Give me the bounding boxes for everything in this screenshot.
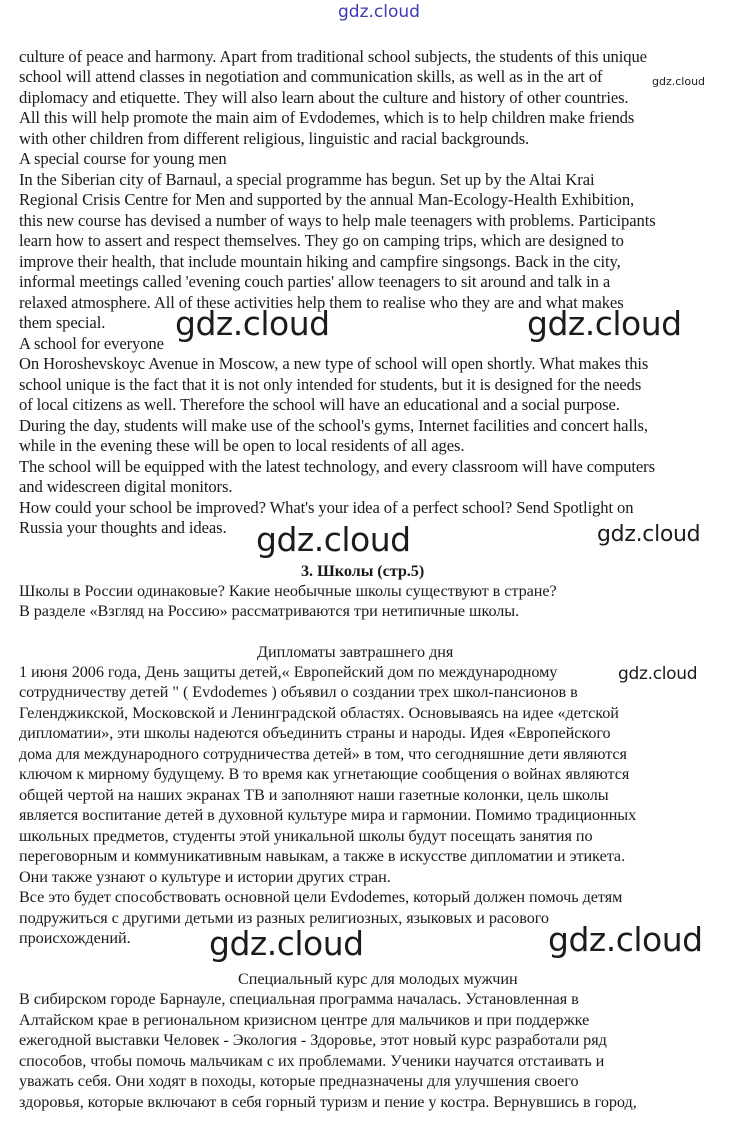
text-line: 1 июня 2006 года, День защиты детей,« Европейский дом по международному (19, 663, 558, 681)
watermark: gdz.cloud (597, 522, 701, 547)
text-line: школьных предметов, студенты этой уникальной школы будут посещать занятия по (19, 827, 593, 845)
text-line: with other children from different religious, linguistic and racial backgrounds. (19, 129, 530, 148)
section-title-en: A special course for young men (19, 149, 227, 168)
text-line: Геленджикской, Московской и Ленинградской областях. Основываясь на идее «детской (19, 704, 619, 722)
text-line: relaxed atmosphere. All of these activities help them to realise who they are and what makes (19, 293, 624, 312)
text-line: общей чертой на наших экранах ТВ и заполняют наши газетные колонки, цель школы (19, 786, 609, 804)
text-line: подружиться с другими детьми из разных религиозных, языковых и расового (19, 909, 549, 927)
text-line: them special. (19, 313, 106, 332)
section-heading-ru: 3. Школы (стр.5) (301, 562, 425, 580)
text-line: В разделе «Взгляд на Россию» рассматриваются три нетипичные школы. (19, 602, 520, 620)
text-line: How could your school be improved? What's your idea of a perfect school? Send Spotlight on (19, 498, 634, 517)
watermark: gdz.cloud (175, 304, 330, 343)
text-line: здоровья, которые включают в себя горный туризм и пение у костра. Вернувшись в город, (19, 1093, 637, 1111)
text-line: Regional Crisis Centre for Men and supported by the annual Man-Ecology-Health Exhibition, (19, 190, 635, 209)
text-line: In the Siberian city of Barnaul, a special programme has begun. Set up by the Altai Krai (19, 170, 595, 189)
subheading-ru: Специальный курс для молодых мужчин (238, 970, 518, 988)
text-line: informal meetings called 'evening couch parties' allow teenagers to sit around and talk in a (19, 272, 611, 291)
text-line: способов, чтобы помочь мальчикам с их проблемами. Ученики научатся отстаивать и (19, 1052, 605, 1070)
section-title-en: A school for everyone (19, 334, 164, 353)
text-line: В сибирском городе Барнауле, специальная программа началась. Установленная в (19, 990, 579, 1008)
text-line: ключом к мирному будущему. В то время как угнетающие сообщения о войнах являются (19, 765, 630, 783)
watermark-top: gdz.cloud (338, 2, 420, 22)
text-line: дипломатии», эти школы надеются объединить страны и народы. Идея «Европейского (19, 724, 611, 742)
text-line: All this will help promote the main aim of Evdodemes, which is to help children make friends (19, 108, 635, 127)
text-line: During the day, students will make use of the school's gyms, Internet facilities and concert halls, (19, 416, 648, 435)
watermark: gdz.cloud (618, 664, 698, 684)
watermark: gdz.cloud (209, 924, 364, 963)
text-line: learn how to assert and respect themselves. They go on camping trips, which are designed to (19, 231, 624, 250)
text-line: переговорным и коммуникативным навыкам, а также в искусстве дипломатии и этикета. (19, 847, 626, 865)
watermark: gdz.cloud (548, 920, 703, 959)
text-line: Алтайском крае в региональном кризисном центре для мальчиков и при поддержке (19, 1011, 590, 1029)
text-line: Все это будет способствовать основной цели Evdodemes, который должен помочь детям (19, 888, 623, 906)
text-line: this new course has devised a number of ways to help male teenagers with problems. Participants (19, 211, 656, 230)
text-line: culture of peace and harmony. Apart from traditional school subjects, the students of this unique (19, 47, 647, 66)
text-line: Школы в России одинаковые? Какие необычные школы существуют в стране? (19, 582, 557, 600)
subheading-ru: Дипломаты завтрашнего дня (257, 643, 454, 661)
text-line: ежегодной выставки Человек - Экология - Здоровье, этот новый курс разработали ряд (19, 1031, 607, 1049)
text-line: school will attend classes in negotiation and communication skills, as well as in the art of (19, 67, 603, 86)
text-line: school unique is the fact that it is not only intended for students, but it is designed for the needs (19, 375, 642, 394)
text-line: The school will be equipped with the latest technology, and every classroom will have computers (19, 457, 655, 476)
text-line: while in the evening these will be open to local residents of all ages. (19, 436, 465, 455)
text-line: является воспитание детей в духовной культуре мира и гармонии. Помимо традиционных (19, 806, 637, 824)
watermark: gdz.cloud (527, 304, 682, 343)
text-line: Russia your thoughts and ideas. (19, 518, 227, 537)
text-line: and widescreen digital monitors. (19, 477, 233, 496)
text-line: improve their health, that include mountain hiking and campfire singsongs. Back in the city, (19, 252, 621, 271)
text-line: происхождений. (19, 929, 131, 947)
text-line: Они также узнают о культуре и истории других стран. (19, 868, 391, 886)
text-line: уважать себя. Они ходят в походы, которые предназначены для улучшения своего (19, 1072, 579, 1090)
watermark: gdz.cloud (256, 520, 411, 559)
text-line: дома для международного сотрудничества детей» в том, что сегодняшние дети являются (19, 745, 627, 763)
text-line: of local citizens as well. Therefore the school will have an educational and a social purpose. (19, 395, 620, 414)
text-line: On Horoshevskoyc Avenue in Moscow, a new type of school will open shortly. What makes this (19, 354, 649, 373)
watermark: gdz.cloud (652, 75, 706, 88)
text-line: сотрудничеству детей " ( Evdodemes ) объявил о создании трех школ-пансионов в (19, 683, 578, 701)
text-line: diplomacy and etiquette. They will also learn about the culture and history of other countries. (19, 88, 629, 107)
